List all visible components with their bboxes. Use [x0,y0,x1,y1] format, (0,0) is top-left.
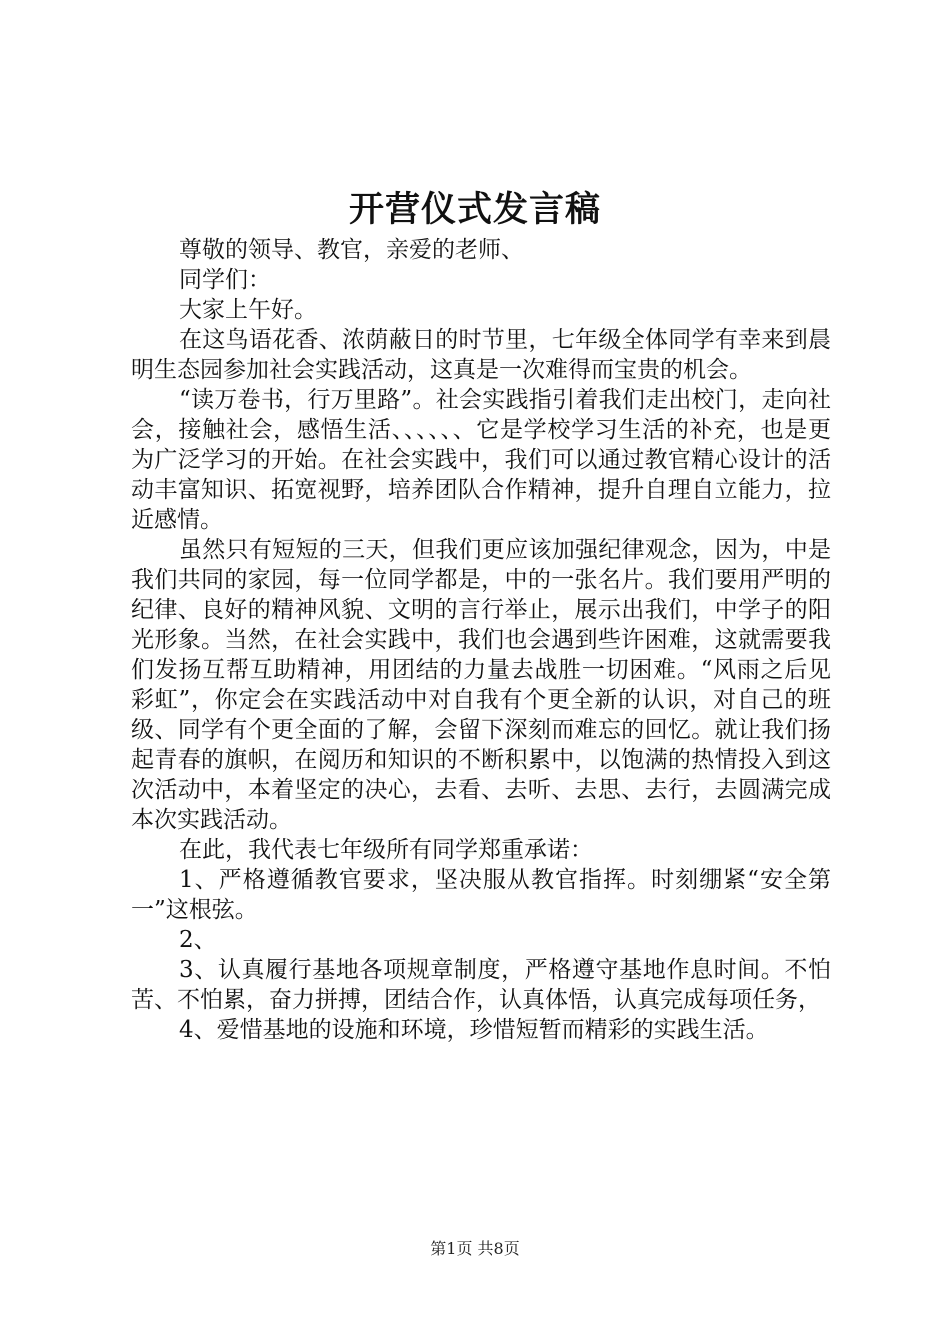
greeting-paragraph: 大家上午好。 [179,297,317,323]
document-body [131,235,831,1045]
pledge-item: 2、 [179,927,217,953]
pledge-item: 3、认真履行基地各项规章制度，严格遵守基地作息时间。不怕苦、不怕累，奋力拼搏，团结合作，认真体悟，认真完成每项任务， [131,957,831,1013]
pledge-item: 1、严格遵循教官要求，坚决服从教官指挥。时刻绷紧“安全第一”这根弦。 [131,867,831,923]
salutation-line: 尊敬的领导、教官，亲爱的老师、 [179,237,524,263]
page-number-footer: 第1页 共8页 [430,1239,520,1258]
body-paragraph: 在这鸟语花香、浓荫蔽日的时节里，七年级全体同学有幸来到晨明生态园参加社会实践活动，这真是一次难得而宝贵的机会。 [131,327,831,383]
body-paragraph: “读万卷书，行万里路”。社会实践指引着我们走出校门，走向社会，接触社会，感悟生活、、、、、、它是学校学习生活的补充，也是更为广泛学习的开始。在社会实践中，我们可以通过教官精心设计的活动丰富知识、拓宽视野，培养团队合作精神，提升自理自立能力，拉近感情。 [131,387,831,533]
document-title: 开营仪式发言稿 [348,189,601,230]
salutation-line: 同学们： [179,267,271,293]
body-paragraph: 在此，我代表七年级所有同学郑重承诺： [179,837,593,863]
pledge-item: 4、爱惜基地的设施和环境，珍惜短暂而精彩的实践生活。 [179,1017,769,1043]
body-paragraph: 虽然只有短短的三天，但我们更应该加强纪律观念，因为，中是我们共同的家园，每一位同学都是，中的一张名片。我们要用严明的纪律、良好的精神风貌、文明的言行举止，展示出我们，中学子的阳光形象。当然，在社会实践中，我们也会遇到些许困难，这就需要我们发扬互帮互助精神，用团结的力量去战胜一切困难。“风雨之后见彩虹”，你定会在实践活动中对自我有个更全新的认识，对自己的班级、同学有个更全面的了解，会留下深刻而难忘的回忆。就让我们扬起青春的旗帜，在阅历和知识的不断积累中，以饱满的热情投入到这次活动中，本着坚定的决心，去看、去听、去思、去行，去圆满完成本次实践活动。 [131,537,831,833]
